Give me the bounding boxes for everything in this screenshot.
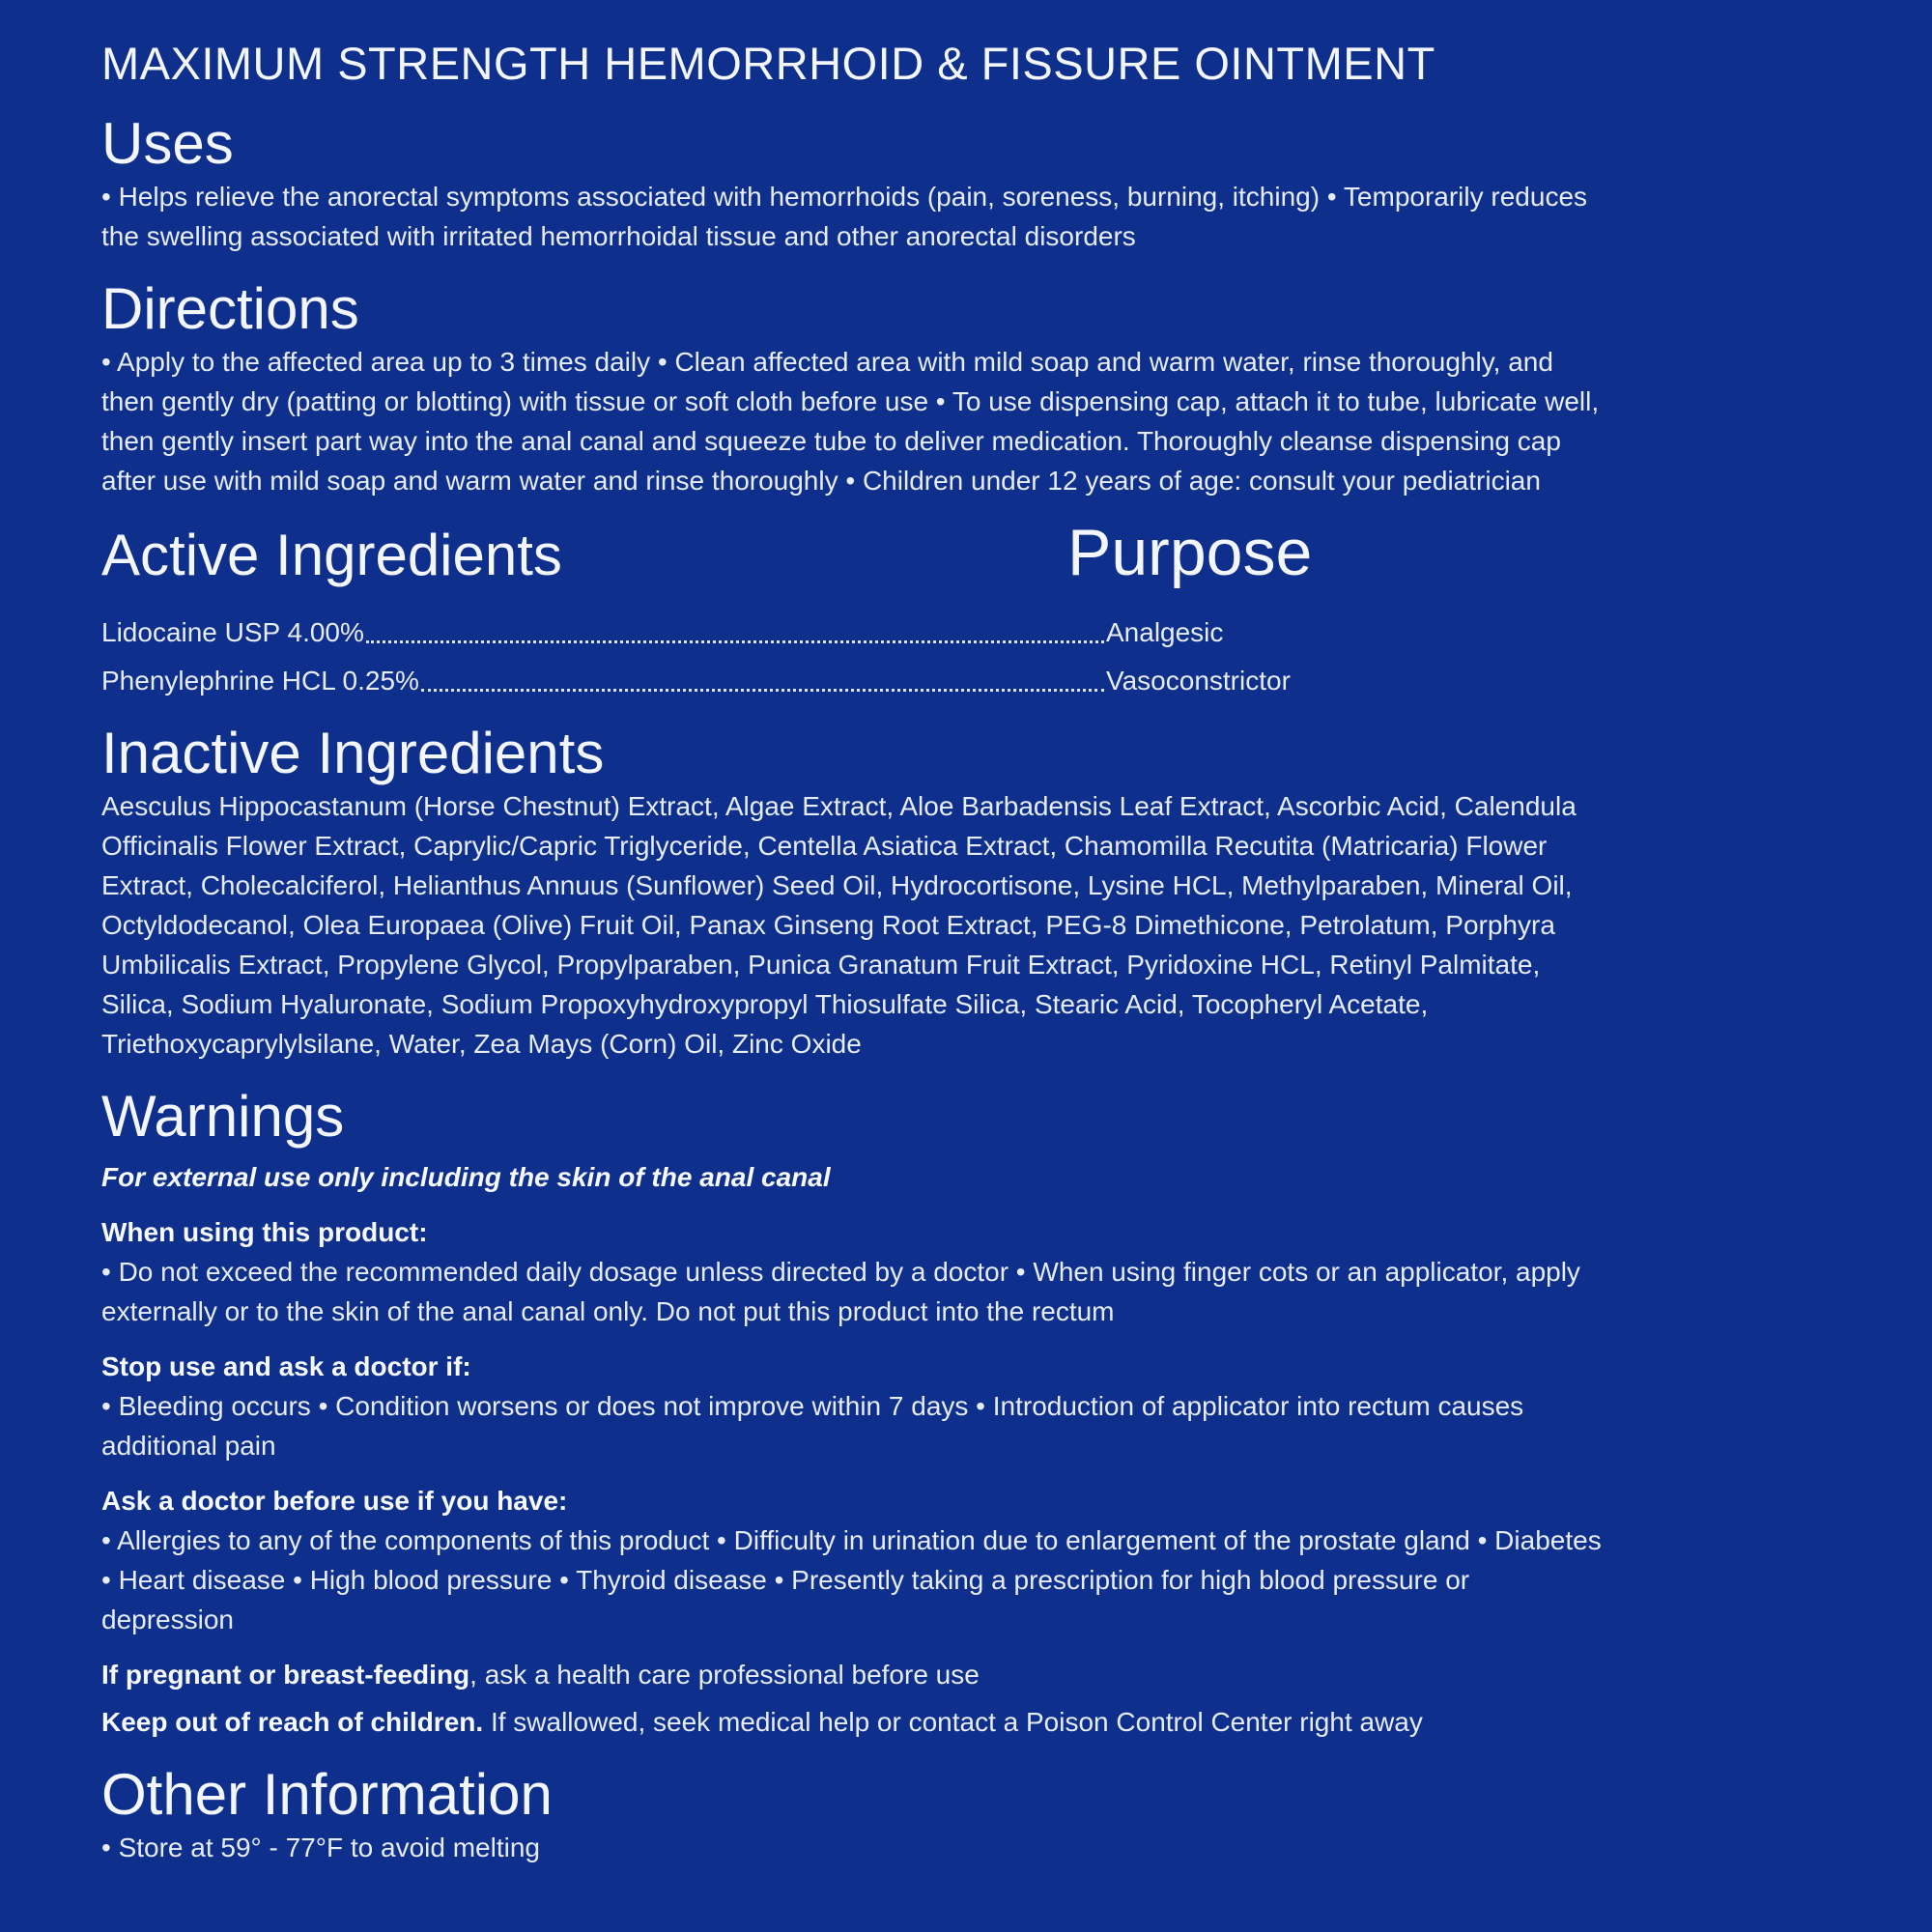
storage-text: • Store at 59° - 77°F to avoid melting [101, 1833, 540, 1862]
when-using-subhead: When using this product: [101, 1217, 428, 1247]
pregnancy-warning [101, 1655, 1608, 1694]
active-ingredient-row [101, 612, 1608, 652]
inactive-ingredients-text: Aesculus Hippocastanum (Horse Chestnut) Extract, Algae Extract, Aloe Barbadensis Leaf Extract, Ascorbic Acid, Calendula Officinalis Flower Extract, Caprylic/Capric Triglyceride, Centella Asiatica Extract, Chamomilla Recutita (Matricaria) Flower Extract, Cholecalciferol, Helianthus Annuus (Sunflower) Seed Oil, Hydrocortisone, Lysine HCL, Methylparaben, Mineral Oil, Octyldodecanol, Olea Europaea (Olive) Fruit Oil, Panax Ginseng Root Extract, PEG-8 Dimethicone, Petrolatum, Porphyra Umbilicalis Extract, Propylene Glycol, Propylparaben, Punica Granatum Fruit Extract, Pyridoxine HCL, Retinyl Palmitate, Silica, Sodium Hyaluronate, Sodium Propoxyhydroxypropyl Thiosulfate Silica, Stearic Acid, Tocopheryl Acetate, Triethoxycaprylylsilane, Water, Zea Mays (Corn) Oil, Zinc Oxide [101, 791, 1577, 1059]
children-warning-label: Keep out of reach of children. [101, 1707, 484, 1737]
ingredient-purpose: Vasoconstrictor [1106, 666, 1291, 696]
pregnancy-warning-label: If pregnant or breast-feeding [101, 1660, 470, 1690]
ask-doctor-subhead: Ask a doctor before use if you have: [101, 1486, 568, 1516]
ask-doctor-text: • Allergies to any of the components of this product • Difficulty in urination due to enlargement of the prostate gland • Diabetes • Heart disease • High blood pressure • Thyroid disease • Presently taking a prescription for high blood pressure or depression [101, 1525, 1602, 1634]
active-ingredients-header-row [101, 500, 1608, 588]
directions-heading: Directions [101, 276, 359, 341]
directions-text: • Apply to the affected area up to 3 times daily • Clean affected area with mild soap and warm water, rinse thoroughly, and then gently dry (patting or blotting) with tissue or soft cloth before use • To use dispensing cap, attach it to tube, lubricate well, then gently insert part way into the anal canal and squeeze tube to deliver medication. Thoroughly cleanse dispensing cap after use with mild soap and warm water and rinse thoroughly • Children under 12 years of age: consult your pediatrician [101, 347, 1600, 496]
purpose-heading: Purpose [1067, 516, 1313, 589]
inactive-ingredients-heading: Inactive Ingredients [101, 721, 605, 785]
product-title: MAXIMUM STRENGTH HEMORRHOID & FISSURE OINTMENT [101, 38, 1435, 89]
warnings-heading: Warnings [101, 1084, 345, 1149]
stop-use-text: • Bleeding occurs • Condition worsens or does not improve within 7 days • Introduction of applicator into rectum causes additional pain [101, 1391, 1524, 1461]
ingredient-name: Phenylephrine HCL 0.25% [101, 666, 419, 696]
ingredient-purpose: Analgesic [1106, 617, 1224, 647]
stop-use-subhead: Stop use and ask a doctor if: [101, 1351, 471, 1381]
ingredient-name: Lidocaine USP 4.00% [101, 617, 364, 647]
pregnancy-warning-text: , ask a health care professional before use [469, 1660, 980, 1690]
dotted-leader [421, 689, 1104, 692]
children-warning-text: If swallowed, seek medical help or contact a Poison Control Center right away [483, 1707, 1423, 1737]
external-use-warning: For external use only including the skin of the anal canal [101, 1162, 831, 1192]
other-information-heading: Other Information [101, 1762, 553, 1827]
uses-text: • Helps relieve the anorectal symptoms associated with hemorrhoids (pain, soreness, burning, itching) • Temporarily reduces the swelling associated with irritated hemorrhoidal tissue and other anorectal disorders [101, 182, 1588, 251]
active-ingredients-heading: Active Ingredients [101, 523, 562, 587]
active-ingredient-row [101, 661, 1608, 700]
when-using-text: • Do not exceed the recommended daily dosage unless directed by a doctor • When using finger cots or an applicator, apply externally or to the skin of the anal canal only. Do not put this product into the rectum [101, 1257, 1580, 1326]
uses-heading: Uses [101, 111, 234, 176]
children-warning [101, 1702, 1608, 1742]
dotted-leader [366, 640, 1104, 643]
